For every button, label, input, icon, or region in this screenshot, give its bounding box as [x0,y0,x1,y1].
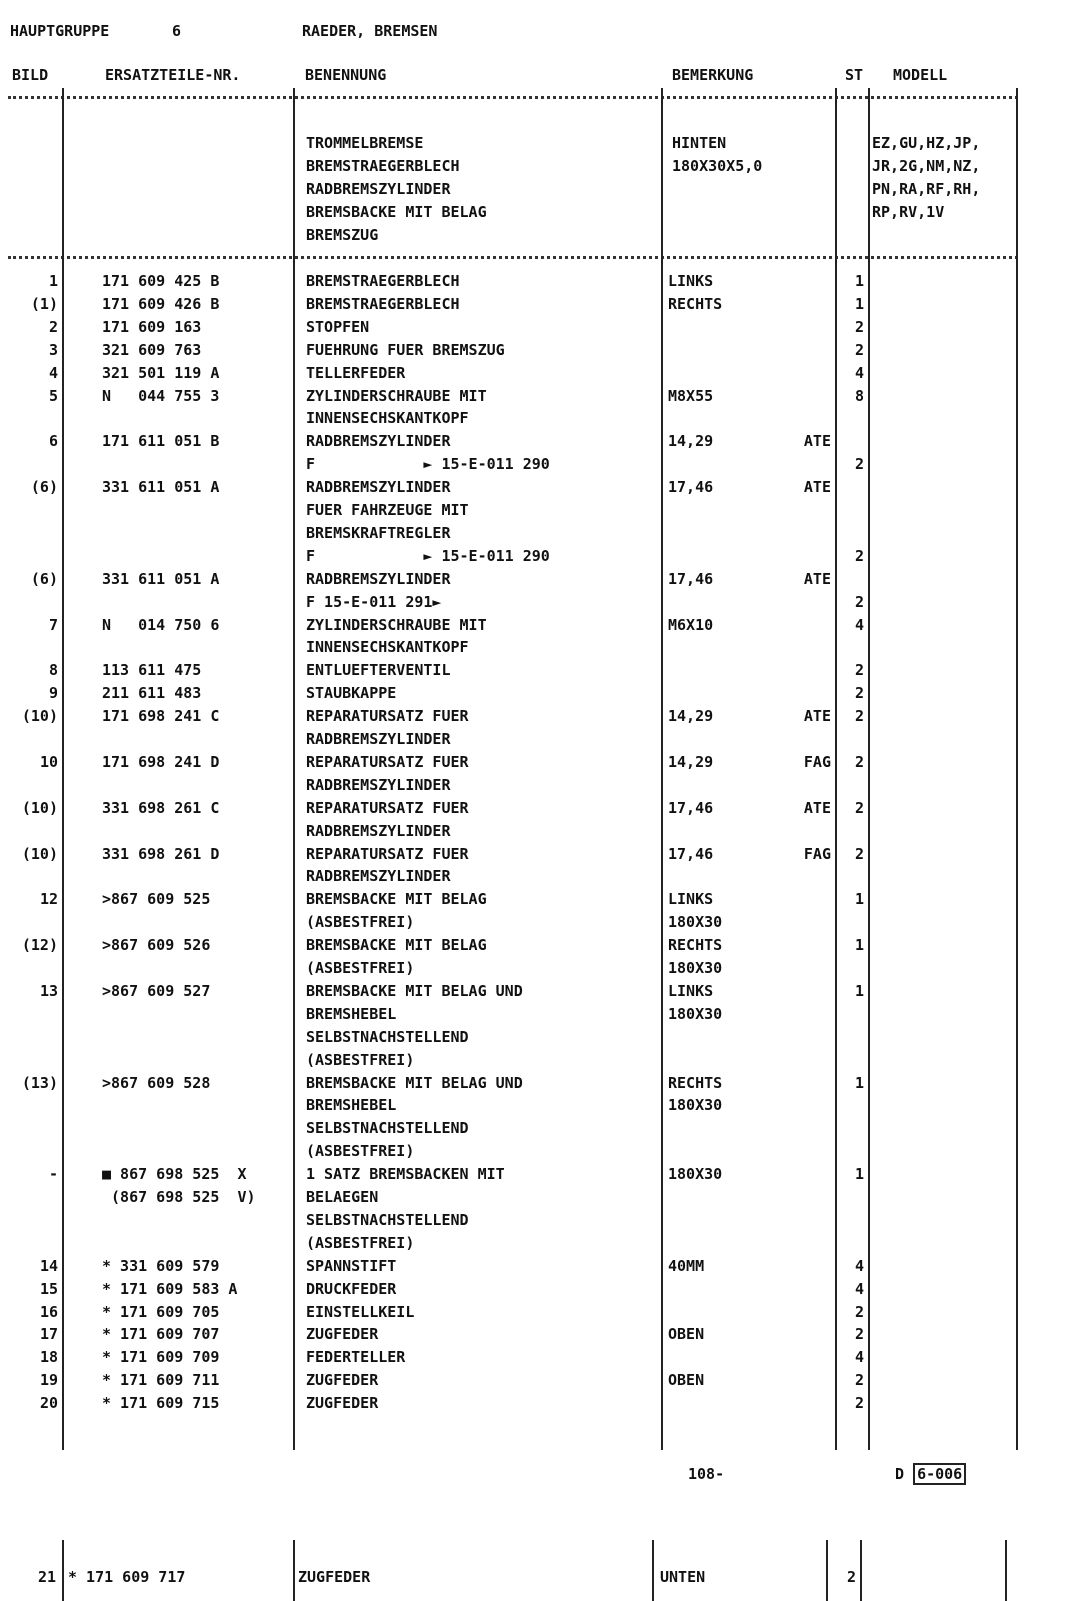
row-stueck: 2 [854,592,864,611]
row-stueck: 4 [854,1348,864,1367]
table-vline-2 [293,88,295,1450]
row-benennung: (ASBESTFREI) [306,913,415,932]
row-benennung: RADBREMSZYLINDER [306,569,451,588]
intro-benennung: TROMMELBREMSE [306,134,424,152]
row-benennung: (ASBESTFREI) [306,1233,415,1252]
intro-bemerkung: 180X30X5,0 [672,157,763,175]
intro-benennung: BREMSBACKE MIT BELAG [306,203,487,221]
row-benennung: ENTLUEFTERVENTIL [306,661,451,680]
row-bemerkung: RECHTS [668,294,723,313]
next-vline-2 [293,1540,295,1601]
row-bild: 1 [48,272,58,290]
row-bemerkung: 14,29 [668,752,714,771]
row-benennung: RADBREMSZYLINDER [306,730,451,748]
row-benennung: INNENSECHSKANTKOPF [306,409,469,428]
row-benennung: REPARATURSATZ FUER [306,752,469,771]
col-st: ST [845,66,864,84]
row-benennung: F 15-E-011 291► [306,592,442,611]
row-benennung: EINSTELLKEIL [306,1302,415,1321]
row-stueck: 2 [854,546,864,565]
row-benennung: (ASBESTFREI) [306,1142,415,1161]
row-benennung: BREMSTRAEGERBLECH [306,294,460,313]
row-bild: 19 [39,1371,58,1390]
row-bemerkung: LINKS [668,890,714,909]
row-benennung: ZUGFEDER [306,1371,379,1390]
row-benennung: STAUBKAPPE [306,684,397,703]
row-benennung: INNENSECHSKANTKOPF [306,638,469,657]
header-separator [8,96,1018,99]
row-bemerkung: RECHTS [668,936,723,955]
row-stueck: 2 [854,1302,864,1321]
row-benennung: RADBREMSZYLINDER [306,821,451,840]
table-vline-6 [1016,88,1018,1450]
row-benennung: BREMSKRAFTREGLER [306,523,451,542]
row-part-number: 171 698 241 C [102,707,220,726]
row-part-number: 321 609 763 [102,340,202,359]
next-row-bild: 21 [37,1568,56,1586]
next-row-bemerkung: UNTEN [660,1568,706,1586]
table-vline-4 [835,88,837,1450]
row-benennung: F ► 15-E-011 290 [306,546,550,565]
row-benennung: RADBREMSZYLINDER [306,478,451,497]
row-benennung: REPARATURSATZ FUER [306,798,469,817]
intro-modell: EZ,GU,HZ,JP, [872,134,981,152]
row-benennung: (ASBESTFREI) [306,1050,415,1069]
row-bemerkung: 17,46 [668,798,714,817]
row-bild: 12 [39,890,58,909]
row-stueck: 1 [854,890,864,909]
page-number: 108- [688,1465,725,1483]
row-bild: 13 [39,981,58,1000]
row-stueck: 2 [854,1325,864,1344]
row-bemerkung: 17,46 [668,569,714,588]
row-bild: 16 [39,1302,58,1321]
row-part-number: 211 611 483 [102,684,202,703]
row-bild: 20 [39,1394,58,1413]
row-bild: 15 [39,1279,58,1298]
intro-modell: JR,2G,NM,NZ, [872,157,981,175]
row-benennung: ZUGFEDER [306,1394,379,1413]
table-vline-3 [661,88,663,1450]
table-vline-5 [868,88,870,1450]
row-part-number: 171 698 241 D [102,752,220,771]
row-benennung: RADBREMSZYLINDER [306,867,451,886]
row-stueck: 1 [854,1165,864,1184]
row-stueck: 2 [854,661,864,680]
row-stueck: 1 [854,936,864,955]
row-bemerkung: 17,46 [668,844,714,863]
col-modell: MODELL [893,66,948,84]
row-part-number: 331 698 261 D [102,844,220,863]
row-stueck: 2 [854,455,864,474]
row-bemerkung: 17,46 [668,478,714,497]
row-benennung: SELBSTNACHSTELLEND [306,1027,469,1046]
row-part-number: >867 609 526 [102,936,211,955]
row-bemerkung: 180X30 [668,913,723,932]
row-bild: 3 [48,340,58,359]
row-part-number: * 171 609 711 [102,1371,220,1390]
row-bemerkung: OBEN [668,1325,705,1344]
row-bemerkung: 14,29 [668,432,714,451]
row-part-number: 331 698 261 C [102,798,220,817]
row-benennung: SELBSTNACHSTELLEND [306,1119,469,1138]
intro-separator [8,256,1018,259]
row-benennung: REPARATURSATZ FUER [306,707,469,726]
row-bemerkung: RECHTS [668,1073,723,1092]
row-bild: (10) [21,844,58,863]
row-bild: (12) [21,936,58,955]
row-benennung: RADBREMSZYLINDER [306,432,451,451]
row-manufacturer: FAG [803,752,831,771]
row-stueck: 8 [854,386,864,405]
row-benennung: STOPFEN [306,317,370,336]
row-manufacturer: ATE [803,798,831,817]
intro-modell: PN,RA,RF,RH, [872,180,981,198]
next-vline-5 [860,1540,862,1601]
row-bild: 6 [48,432,58,451]
row-part-number: * 171 609 715 [102,1394,220,1413]
next-vline-3 [652,1540,654,1601]
next-vline-6 [1005,1540,1007,1601]
row-benennung: ZUGFEDER [306,1325,379,1344]
row-benennung: 1 SATZ BREMSBACKEN MIT [306,1165,505,1184]
row-stueck: 1 [854,981,864,1000]
row-part-number: 171 609 425 B [102,272,220,290]
row-stueck: 2 [854,317,864,336]
row-part-number: * 171 609 709 [102,1348,220,1367]
row-part-number: * 171 609 583 A [102,1279,238,1298]
next-row-benennung: ZUGFEDER [298,1568,371,1586]
intro-modell: RP,RV,1V [872,203,945,221]
row-bemerkung: OBEN [668,1371,705,1390]
row-bemerkung: 180X30 [668,959,723,977]
row-bild: 18 [39,1348,58,1367]
intro-benennung: RADBREMSZYLINDER [306,180,451,198]
row-bemerkung: 180X30 [668,1165,723,1184]
row-bild: 17 [39,1325,58,1344]
row-benennung: BREMSHEBEL [306,1096,397,1115]
row-benennung: FUER FAHRZEUGE MIT [306,501,469,519]
row-part-number: N 014 750 6 [102,615,220,634]
page-ref-box: 6-006 [913,1463,966,1485]
row-bild: (10) [21,707,58,726]
row-benennung: (ASBESTFREI) [306,959,415,977]
row-benennung: BREMSBACKE MIT BELAG UND [306,981,523,1000]
row-bild: (10) [21,798,58,817]
col-bemerkung: BEMERKUNG [672,66,754,84]
row-bild: 2 [48,317,58,336]
next-vline-1 [62,1540,64,1601]
row-bild: (6) [30,569,58,588]
row-stueck: 4 [854,1256,864,1275]
next-row-part-number: * 171 609 717 [68,1568,186,1586]
row-benennung: BELAEGEN [306,1188,379,1206]
row-stueck: 4 [854,1279,864,1298]
page-ref-prefix: D [895,1465,905,1483]
col-benennung: BENENNUNG [305,66,387,84]
row-stueck: 4 [854,615,864,634]
row-bild: 14 [39,1256,58,1275]
row-part-number: 171 609 163 [102,317,202,336]
row-part-number: * 171 609 705 [102,1302,220,1321]
row-benennung: BREMSTRAEGERBLECH [306,272,460,290]
row-benennung: SPANNSTIFT [306,1256,397,1275]
row-part-number: >867 609 528 [102,1073,211,1092]
row-benennung: BREMSBACKE MIT BELAG [306,890,487,909]
group-title: RAEDER, BREMSEN [302,22,438,40]
row-stueck: 2 [854,1371,864,1390]
row-benennung: SELBSTNACHSTELLEND [306,1210,469,1229]
row-benennung: BREMSBACKE MIT BELAG UND [306,1073,523,1092]
row-benennung: BREMSBACKE MIT BELAG [306,936,487,955]
row-stueck: 2 [854,684,864,703]
row-manufacturer: ATE [803,707,831,726]
row-benennung: TELLERFEDER [306,363,406,382]
row-stueck: 2 [854,340,864,359]
row-bemerkung: LINKS [668,981,714,1000]
row-bemerkung: 40MM [668,1256,705,1275]
intro-bemerkung: HINTEN [672,134,727,152]
row-part-number: 331 611 051 A [102,569,220,588]
row-part-number: >867 609 527 [102,981,211,1000]
row-stueck: 2 [854,1394,864,1413]
row-benennung: ZYLINDERSCHRAUBE MIT [306,615,487,634]
next-row-stueck: 2 [846,1568,856,1586]
row-manufacturer: ATE [803,569,831,588]
row-benennung: BREMSHEBEL [306,1004,397,1023]
row-part-number: 171 609 426 B [102,294,220,313]
row-bild: 9 [48,684,58,703]
row-bild: - [48,1165,58,1184]
row-stueck: 2 [854,844,864,863]
intro-benennung: BREMSZUG [306,226,379,244]
row-bemerkung: LINKS [668,272,714,290]
row-stueck: 2 [854,707,864,726]
row-bemerkung: M8X55 [668,386,714,405]
row-bild: (13) [21,1073,58,1092]
row-benennung: FUEHRUNG FUER BREMSZUG [306,340,505,359]
col-bild: BILD [12,66,49,84]
page-ref [895,1465,966,1483]
row-stueck: 2 [854,752,864,771]
hauptgruppe-number: 6 [172,22,182,40]
row-benennung: ZYLINDERSCHRAUBE MIT [306,386,487,405]
row-part-number: ■ 867 698 525 X [102,1165,247,1184]
row-bemerkung: 180X30 [668,1004,723,1023]
row-manufacturer: FAG [803,844,831,863]
row-part-number: N 044 755 3 [102,386,220,405]
row-bild: 4 [48,363,58,382]
row-bild: (1) [30,294,58,313]
row-bild: 8 [48,661,58,680]
row-bild: (6) [30,478,58,497]
row-part-number: 113 611 475 [102,661,202,680]
row-bemerkung: 180X30 [668,1096,723,1115]
row-benennung: REPARATURSATZ FUER [306,844,469,863]
row-stueck: 1 [854,272,864,290]
row-part-number: * 331 609 579 [102,1256,220,1275]
row-stueck: 2 [854,798,864,817]
row-manufacturer: ATE [803,478,831,497]
row-manufacturer: ATE [803,432,831,451]
row-part-number: >867 609 525 [102,890,211,909]
row-part-number: 321 501 119 A [102,363,220,382]
row-bemerkung: 14,29 [668,707,714,726]
row-bild: 10 [39,752,58,771]
row-benennung: FEDERTELLER [306,1348,406,1367]
row-part-number: 171 611 051 B [102,432,220,451]
col-ersatzteile-nr: ERSATZTEILE-NR. [105,66,241,84]
row-stueck: 4 [854,363,864,382]
row-stueck: 1 [854,294,864,313]
row-stueck: 1 [854,1073,864,1092]
row-bild: 7 [48,615,58,634]
row-part-number: 331 611 051 A [102,478,220,497]
row-bild: 5 [48,386,58,405]
table-vline-1 [62,88,64,1450]
hauptgruppe-label: HAUPTGRUPPE [10,22,110,40]
intro-benennung: BREMSTRAEGERBLECH [306,157,460,175]
row-benennung: F ► 15-E-011 290 [306,455,550,474]
next-vline-4 [826,1540,828,1601]
row-benennung: DRUCKFEDER [306,1279,397,1298]
row-part-number: (867 698 525 V) [102,1188,256,1206]
row-part-number: * 171 609 707 [102,1325,220,1344]
row-benennung: RADBREMSZYLINDER [306,775,451,794]
row-bemerkung: M6X10 [668,615,714,634]
